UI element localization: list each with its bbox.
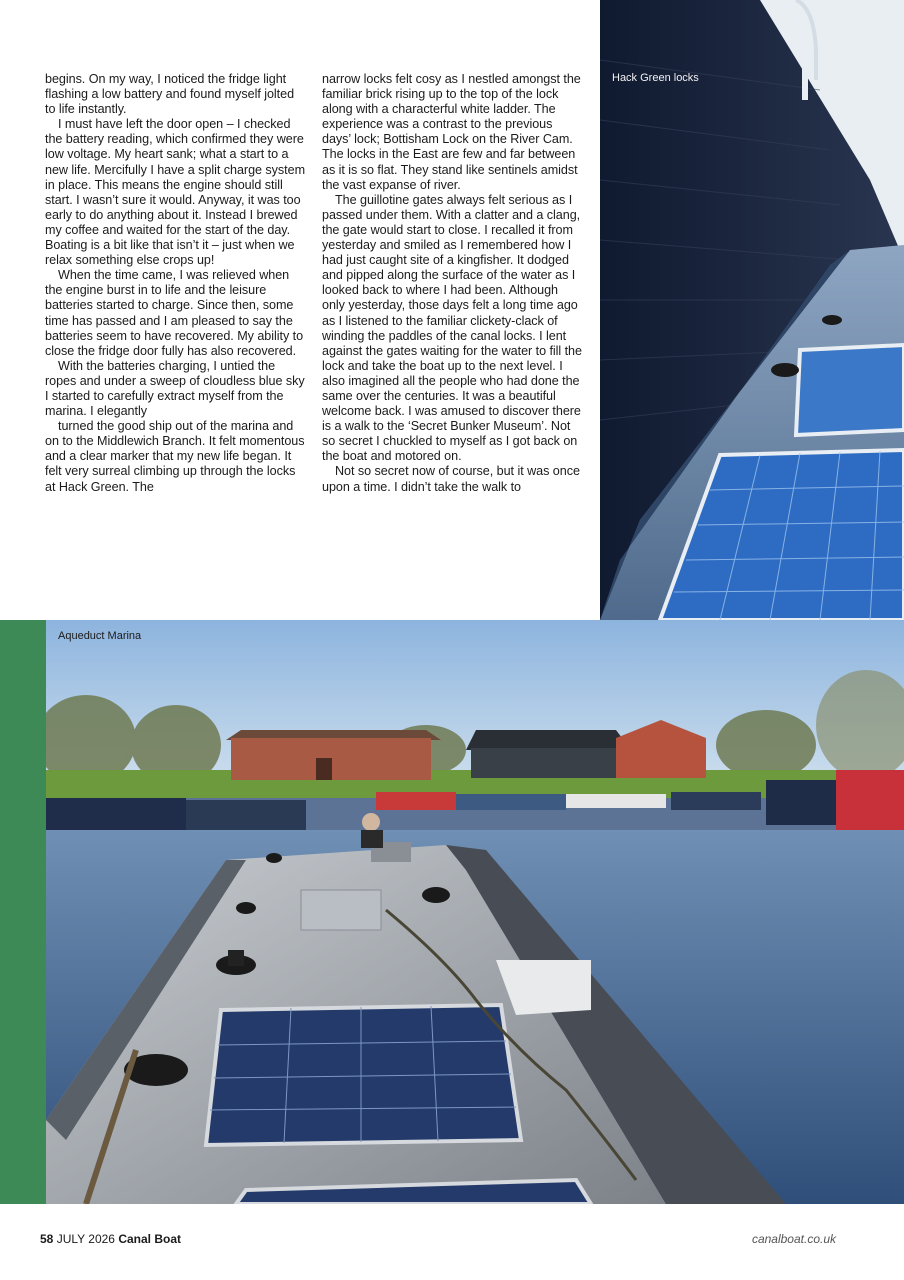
issue-date: JULY 2026 xyxy=(56,1232,115,1246)
photo-caption: Hack Green locks xyxy=(612,72,699,84)
paragraph: turned the good ship out of the marina and on to the Middlewich Branch. It felt momentous and a clear marker that my new life began. It felt very surreal climbing up through the locks at Hack Green. The xyxy=(45,419,305,494)
paragraph: With the batteries charging, I untied the ropes and under a sweep of cloudless blue sky I started to carefully extract myself from the marina. I elegantly xyxy=(45,358,305,419)
decorative-strip xyxy=(0,620,46,1204)
website-link[interactable]: canalboat.co.uk xyxy=(751,1232,836,1246)
photo-caption: Aqueduct Marina xyxy=(58,630,142,642)
paragraph: The guillotine gates always felt serious as I passed under them. With a clatter and a clang, the gate would start to close. I recalled it from yesterday and smiled as I remembered how I had just caught site of a kingfisher. It dodged and pipped along the surface of the water as I looked back to where I had been. Although only yesterday, those days felt a long time ago as I listened to the familiar clickety-clack of winding the paddles of the canal locks. I lent against the gates waiting for the water to fill the lock and take the boat up to the next level. I also imagined all the people who had done the same over the centuries. It was a beautiful welcome back. I was amused to discover there is a walk to the ‘Secret Bunker Museum’. Not so secret I chuckled to myself as I got back on the boat and motored on. xyxy=(322,192,582,464)
article-column-1 xyxy=(45,72,307,495)
paragraph: narrow locks felt cosy as I nestled amongst the familiar brick rising up to the top of the lock along with a characterful white ladder. The experience was a contrast to the previous days’ lock; Bottisham Lock on the River Cam. The locks in the East are few and far between as it is so flat. They stand like sentinels amidst the vast expanse of river. xyxy=(322,72,581,192)
lock-photo-illustration xyxy=(600,0,904,620)
marina-photo xyxy=(46,620,904,1204)
marina-photo-illustration xyxy=(46,620,904,1204)
paragraph: When the time came, I was relieved when the engine burst in to life and the leisure batteries started to charge. Since then, some time has passed and I am pleased to say the batteries seem to have recovered. My ability to close the fridge door fully has also recovered. xyxy=(45,268,304,358)
article-column-2 xyxy=(322,72,584,495)
paragraph: begins. On my way, I noticed the fridge light flashing a low battery and found myself jolted to life instantly. xyxy=(45,72,295,117)
paragraph: I must have left the door open – I checked the battery reading, which confirmed they were low voltage. My heart sank; what a start to a new life. Mercifully I have a split charge system in place. This means the engine should still start. I wasn’t sure it would. Anyway, it was too early to do anything about it. Instead I brewed my coffee and waited for the start of the day. Boating is a bit like that isn’t it – just when we relax something else crops up! xyxy=(45,117,306,268)
lock-photo xyxy=(600,0,904,620)
page-number: 58 xyxy=(40,1232,54,1246)
page-footer xyxy=(40,1232,181,1246)
magazine-title: Canal Boat xyxy=(118,1232,181,1246)
paragraph: Not so secret now of course, but it was once upon a time. I didn’t take the walk to xyxy=(322,464,580,494)
